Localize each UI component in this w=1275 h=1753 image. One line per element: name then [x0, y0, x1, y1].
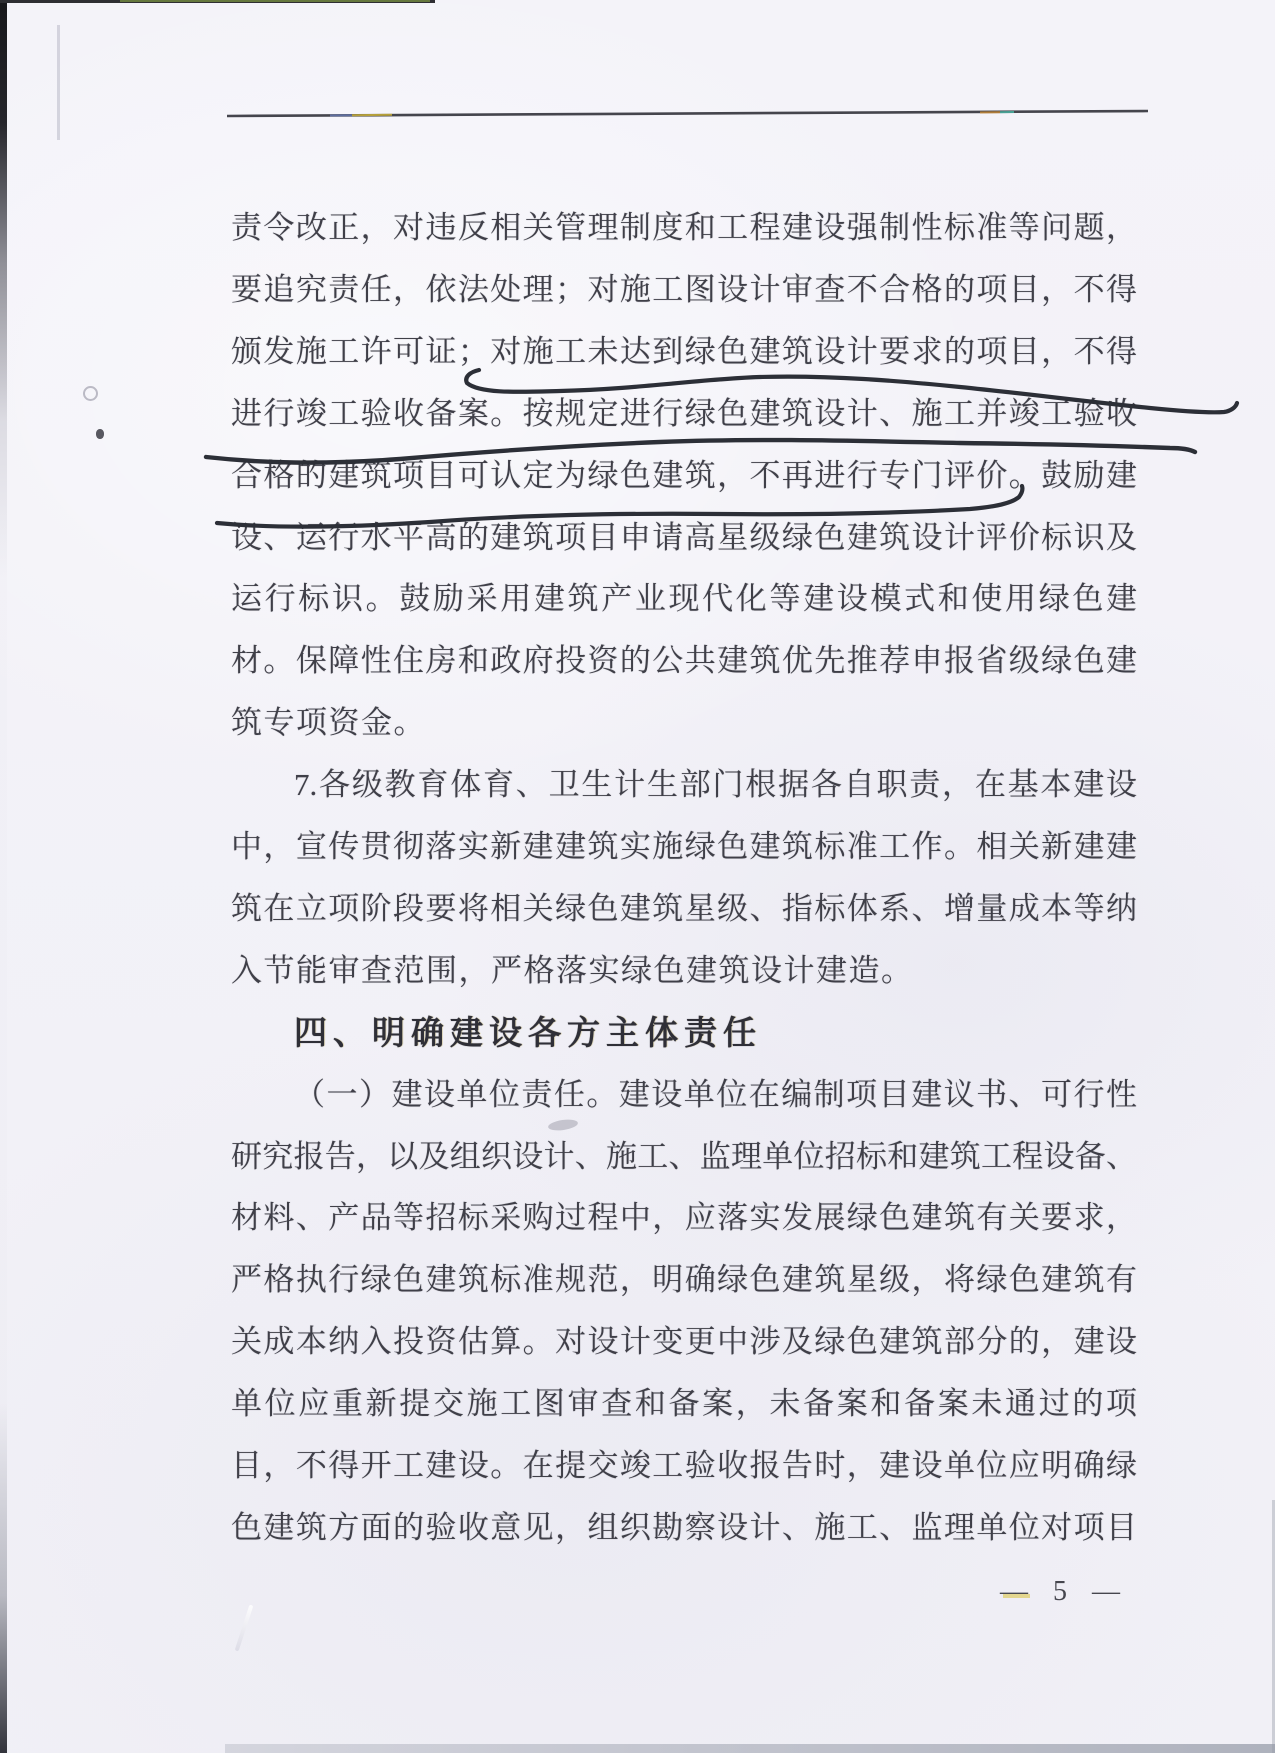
- text-line: 运行标识。鼓励采用建筑产业现代化等建设模式和使用绿色建: [231, 581, 1137, 616]
- text-line: 研究报告，以及组织设计、施工、监理单位招标和建筑工程设备、: [231, 1139, 1137, 1174]
- text-line: 严格执行绿色建筑标准规范，明确绿色建筑星级，将绿色建筑有: [231, 1262, 1137, 1297]
- scan-artifact-left-edge: [0, 0, 7, 1753]
- text-line: 材料、产品等招标采购过程中，应落实发展绿色建筑有关要求，: [231, 1200, 1137, 1235]
- text-line: 单位应重新提交施工图审查和备案，未备案和备案未通过的项: [231, 1386, 1137, 1421]
- text-line: 颁发施工许可证；对施工未达到绿色建筑设计要求的项目，不得: [231, 334, 1137, 369]
- text-line: 筑专项资金。: [231, 705, 426, 740]
- scan-artifact-ring-mark: [83, 386, 98, 401]
- page-number: — 5 —: [1000, 1576, 1129, 1607]
- text-line: 责令改正，对违反相关管理制度和工程建设强制性标准等问题，: [231, 210, 1137, 245]
- text-line: 设、运行水平高的建筑项目申请高星级绿色建筑设计评价标识及: [231, 520, 1137, 555]
- text-block: [231, 0, 1137, 1753]
- text-line: 色建筑方面的验收意见，组织勘察设计、施工、监理单位对项目: [231, 1510, 1137, 1545]
- text-line: 进行竣工验收备案。按规定进行绿色建筑设计、施工并竣工验收: [231, 396, 1137, 431]
- text-line: 要追究责任，依法处理；对施工图设计审查不合格的项目，不得: [231, 272, 1137, 307]
- section-heading: 四、明确建设各方主体责任: [294, 1014, 762, 1051]
- text-line: 材。保障性住房和政府投资的公共建筑优先推荐申报省级绿色建: [231, 643, 1137, 678]
- text-line: 入节能审查范围，严格落实绿色建筑设计建造。: [231, 953, 914, 988]
- text-line: 7.各级教育体育、卫生计生部门根据各自职责，在基本建设: [294, 767, 1137, 802]
- text-line: 中，宣传贯彻落实新建建筑实施绿色建筑标准工作。相关新建建: [231, 829, 1137, 864]
- text-line: 筑在立项阶段要将相关绿色建筑星级、指标体系、增量成本等纳: [231, 891, 1137, 926]
- text-line: 目，不得开工建设。在提交竣工验收报告时，建设单位应明确绿: [231, 1448, 1137, 1483]
- text-line: 关成本纳入投资估算。对设计变更中涉及绿色建筑部分的，建设: [231, 1324, 1137, 1359]
- scan-artifact-dot-mark: [96, 429, 104, 439]
- text-line: （一）建设单位责任。建设单位在编制项目建议书、可行性: [294, 1077, 1137, 1112]
- scan-artifact-streak: [57, 25, 60, 140]
- text-line: 合格的建筑项目可认定为绿色建筑，不再进行专门评价。鼓励建: [231, 458, 1137, 493]
